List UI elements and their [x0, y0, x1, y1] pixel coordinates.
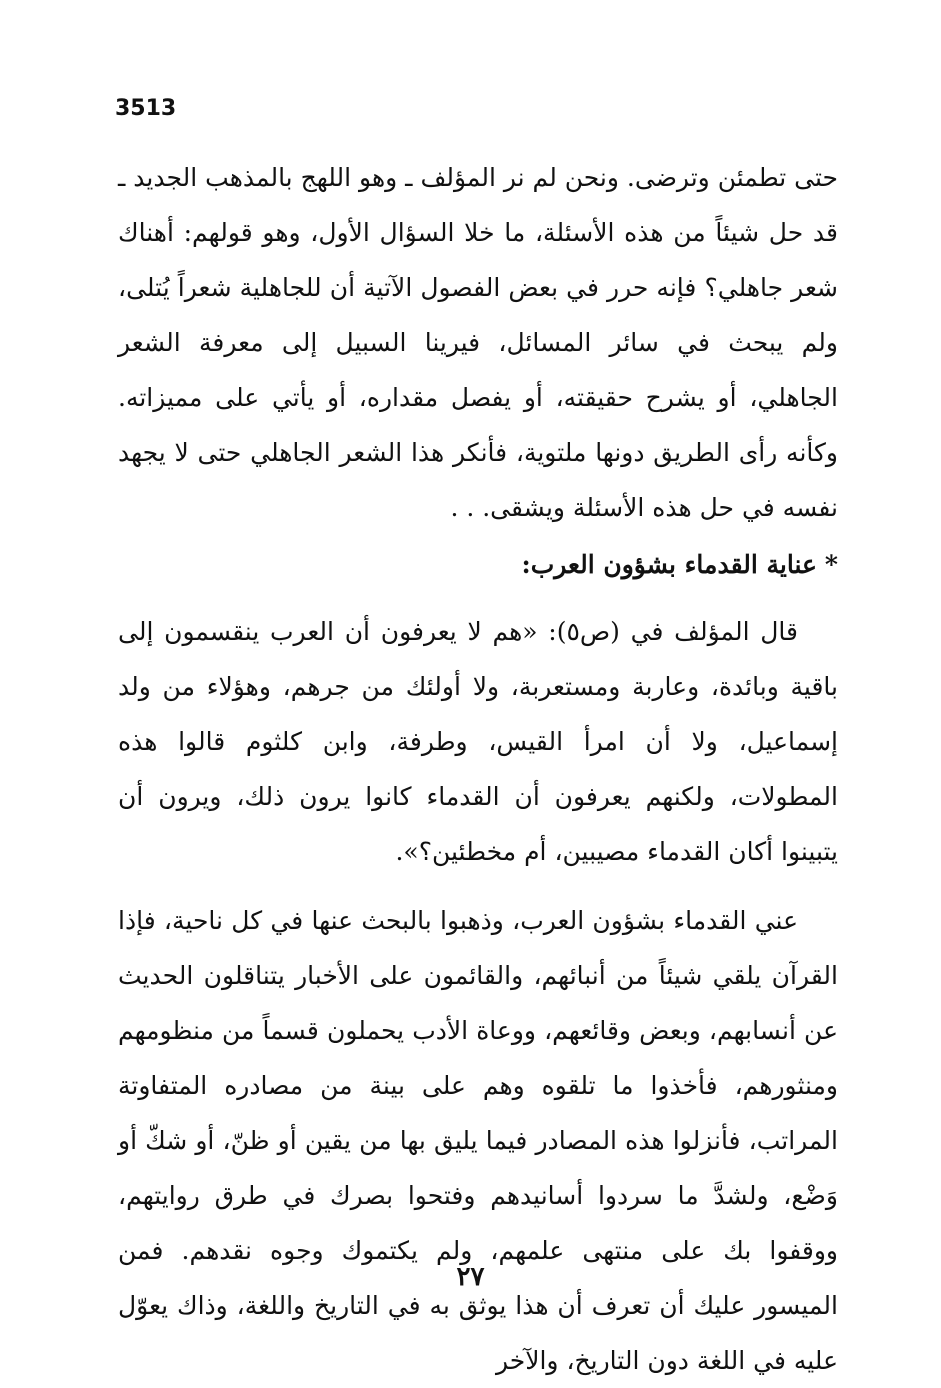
section-heading [118, 537, 838, 592]
paragraph-2: قال المؤلف في (ص٥): «هم لا يعرفون أن العرب ينقسمون إلى باقية وبائدة، وعاربة ومستعربة، ولا أولئك من جرهم، وهؤلاء من ولد إسماعيل، ولا أن امرأ القيس، وطرفة، وابن كلثوم قالوا هذه المطولات، ولكنهم يعرفون أن القدماء كانوا يرون ذلك، ويرون أن يتبينوا أكان القدماء مصيبين، أم مخطئين؟». [118, 617, 838, 866]
body-text [118, 150, 838, 1388]
paragraph-3: عني القدماء بشؤون العرب، وذهبوا بالبحث عنها في كل ناحية، فإذا القرآن يلقي شيئاً من أنبائهم، والقائمون على الأخبار يتناقلون الحديث عن أنسابهم، وبعض وقائعهم، ووعاة الأدب يحملون قسماً من منظومهم ومنثورهم، فأخذوا ما تلقوه وهم على بينة من مصادره المتفاوتة المراتب، فأنزلوا هذه المصادر فيما يليق بها من يقين أو ظنّ، أو شكّ أو وَضْع، ولشدَّ ما سردوا أسانيدهم وفتحوا بصرك في طرق روايتهم، ووقفوا بك على منتهى علمهم، ولم يكتموك وجوه نقدهم. فمن الميسور عليك أن تعرف أن هذا يوثق به في التاريخ واللغة، وذاك يعوّل عليه في اللغة دون التاريخ، والآخر [118, 906, 838, 1375]
section-heading-text: عناية القدماء بشؤون العرب: [521, 550, 817, 579]
page-number: ٢٧ [456, 1262, 485, 1292]
asterisk-mark: * [824, 550, 838, 579]
page-id: 3513 [115, 96, 177, 121]
paragraph-1: حتى تطمئن وترضى. ونحن لم نر المؤلف ـ وهو اللهج بالمذهب الجديد ـ قد حل شيئاً من هذه الأسئلة، ما خلا السؤال الأول، وهو قولهم: أهناك شعر جاهلي؟ فإنه حرر في بعض الفصول الآتية أن للجاهلية شعراً يُتلى، ولم يبحث في سائر المسائل، فيرينا السبيل إلى معرفة الشعر الجاهلي، أو يشرح حقيقته، أو يفصل مقداره، أو يأتي على مميزاته. وكأنه رأى الطريق دونها ملتوية، فأنكر هذا الشعر الجاهلي حتى لا يجهد نفسه في حل هذه الأسئلة ويشقى. . . [118, 163, 838, 522]
